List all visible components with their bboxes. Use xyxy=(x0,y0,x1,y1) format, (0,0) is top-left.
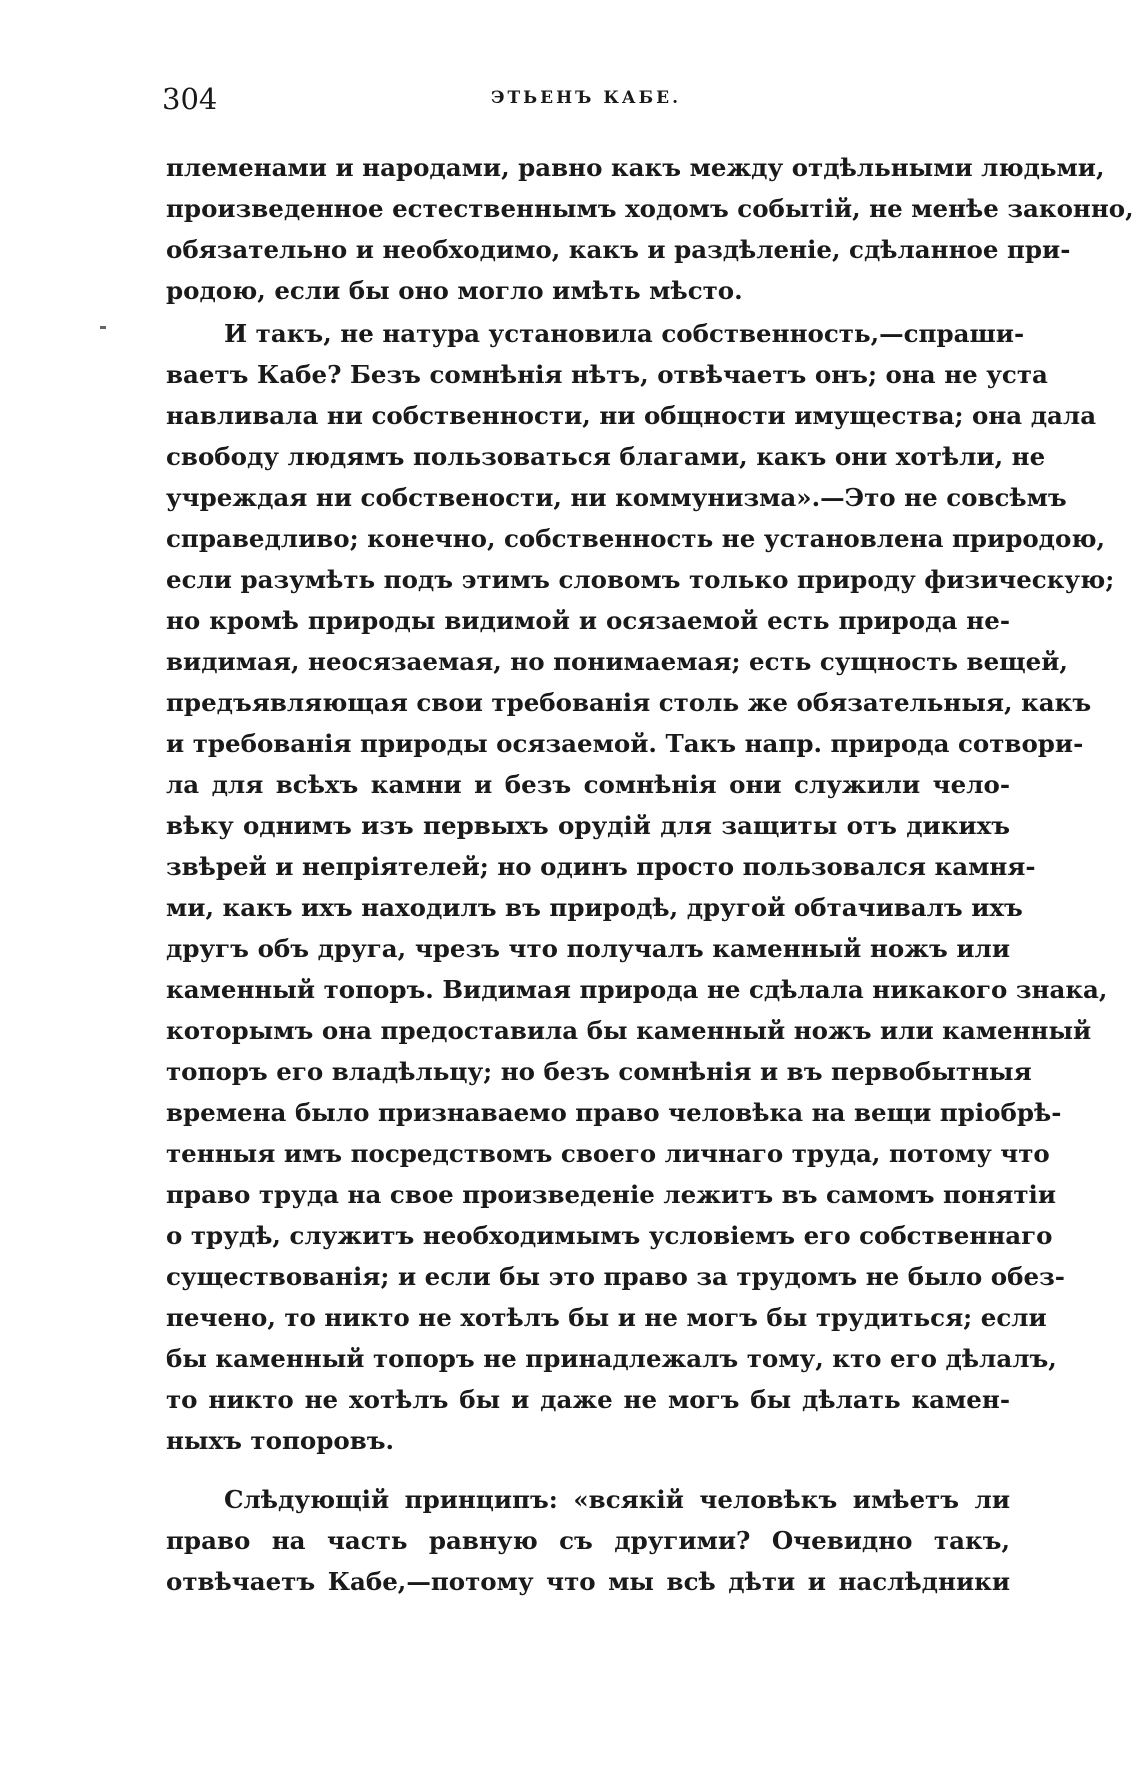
text-line: Слѣдующій принципъ: «всякій человѣкъ имѣетъ ли xyxy=(224,1485,1010,1514)
text-line: произведенное естественнымъ ходомъ событій, не менѣе законно, xyxy=(166,194,1134,223)
text-line: каменный топоръ. Видимая природа не сдѣлала никакого знака, xyxy=(166,975,1108,1004)
text-line: справедливо; конечно, собственность не установлена природою, xyxy=(166,524,1106,553)
paragraph-1 xyxy=(166,147,1134,311)
text-line: печено, то никто не хотѣлъ бы и не могъ бы трудиться; если xyxy=(166,1303,1047,1332)
running-title: ЭТЬЕНЪ КАБЕ. xyxy=(490,88,682,108)
paragraph-2 xyxy=(166,313,1115,1461)
text-line: если разумѣть подъ этимъ словомъ только природу физическую; xyxy=(166,565,1115,594)
text-line: ми, какъ ихъ находилъ въ природѣ, другой обтачивалъ ихъ xyxy=(166,893,1023,922)
text-line: ваетъ Кабе? Безъ сомнѣнія нѣтъ, отвѣчаетъ онъ; она не уста xyxy=(166,360,1048,389)
text-line: топоръ его владѣльцу; но безъ сомнѣнія и въ первобытныя xyxy=(166,1057,1032,1086)
text-line: звѣрей и непріятелей; но одинъ просто пользовался камня- xyxy=(166,852,1036,881)
margin-mark xyxy=(100,326,106,329)
text-line: И такъ, не натура установила собственность,—спраши- xyxy=(224,319,1025,348)
text-line: времена было признаваемо право человѣка на вещи пріобрѣ- xyxy=(166,1098,1062,1127)
paragraph-3 xyxy=(166,1479,1010,1602)
running-head xyxy=(162,82,1010,122)
text-line: бы каменный топоръ не принадлежалъ тому, кто его дѣлалъ, xyxy=(166,1344,1057,1373)
text-line: обязательно и необходимо, какъ и раздѣленіе, сдѣланное при- xyxy=(166,235,1071,264)
text-line: существованія; и если бы это право за трудомъ не было обез- xyxy=(166,1262,1065,1291)
text-line: предъявляющая свои требованія столь же обязательныя, какъ xyxy=(166,688,1092,717)
text-line: то никто не хотѣлъ бы и даже не могъ бы дѣлать камен- xyxy=(166,1385,1010,1414)
body-text xyxy=(166,147,1134,1602)
text-line: учреждая ни собствености, ни коммунизма».—Это не совсѣмъ xyxy=(166,483,1067,512)
text-line: право труда на свое произведеніе лежитъ въ самомъ понятіи xyxy=(166,1180,1057,1209)
page-number: 304 xyxy=(162,82,218,116)
text-line: о трудѣ, служитъ необходимымъ условіемъ его собственнаго xyxy=(166,1221,1053,1250)
text-line: вѣку однимъ изъ первыхъ орудій для защиты отъ дикихъ xyxy=(166,811,1010,840)
text-line: которымъ она предоставила бы каменный ножъ или каменный xyxy=(166,1016,1092,1045)
text-line: отвѣчаетъ Кабе,—потому что мы всѣ дѣти и наслѣдники xyxy=(166,1567,1010,1596)
text-line: свободу людямъ пользоваться благами, какъ они хотѣли, не xyxy=(166,442,1046,471)
text-line: но кромѣ природы видимой и осязаемой есть природа не- xyxy=(166,606,1010,635)
text-line: тенныя имъ посредствомъ своего личнаго труда, потому что xyxy=(166,1139,1050,1168)
text-line: и требованія природы осязаемой. Такъ напр. природа сотвори- xyxy=(166,729,1084,758)
text-line: навливала ни собственности, ни общности имущества; она дала xyxy=(166,401,1097,430)
text-line: ла для всѣхъ камни и безъ сомнѣнія они служили чело- xyxy=(166,770,1010,799)
text-line: племенами и народами, равно какъ между отдѣльными людьми, xyxy=(166,153,1105,182)
text-line: родою, если бы оно могло имѣть мѣсто. xyxy=(166,276,743,305)
text-line: ныхъ топоровъ. xyxy=(166,1426,395,1455)
text-line: другъ объ друга, чрезъ что получалъ каменный ножъ или xyxy=(166,934,1010,963)
text-line: право на часть равную съ другими? Очевидно такъ, xyxy=(166,1526,1010,1555)
text-line: видимая, неосязаемая, но понимаемая; есть сущность вещей, xyxy=(166,647,1068,676)
